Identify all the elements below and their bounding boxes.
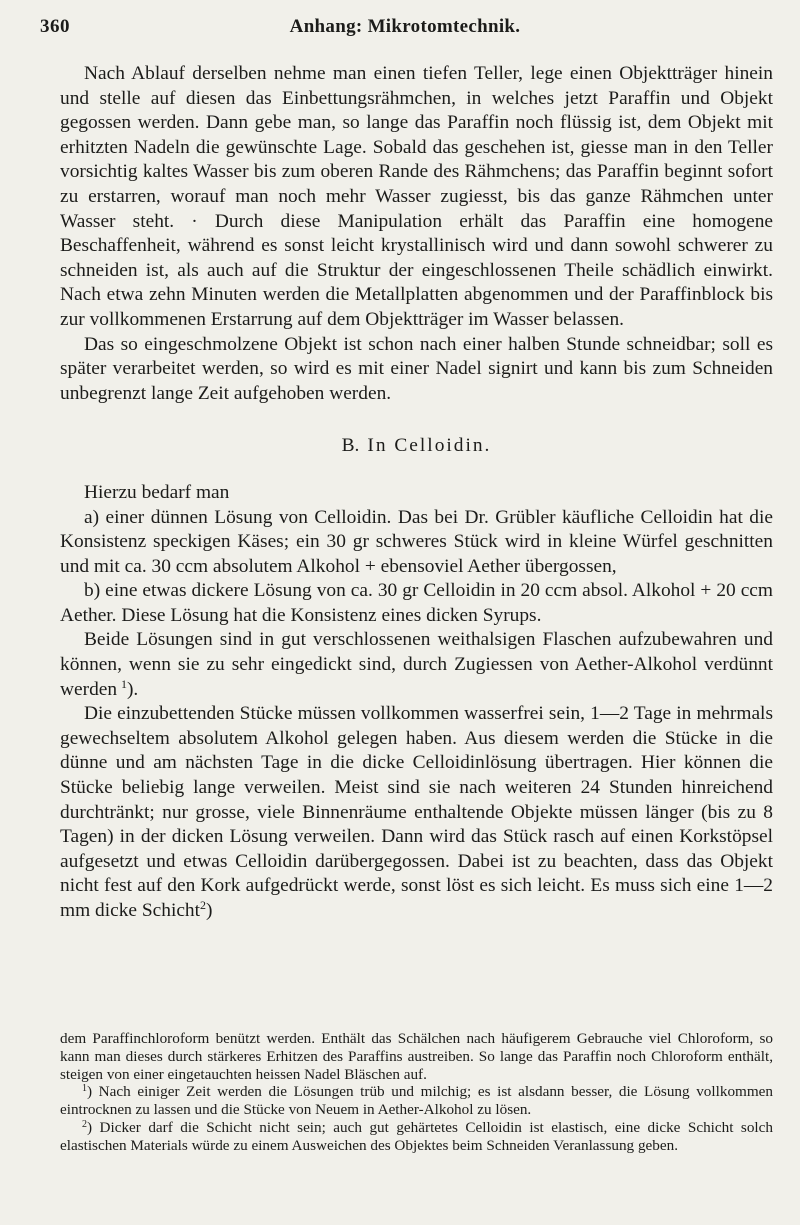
list-item-thick-solution: b) eine etwas dickere Lösung von ca. 30 gr Celloidin in 20 ccm absol. Alkohol + 20 ccm Aether. Diese Lösung hat die Konsistenz eines dicken Syrups. — [60, 580, 773, 626]
storage-text: Beide Lösungen sind in gut verschlossenen weithalsigen Flaschen aufzubewahren und können, wenn sie zu sehr eingedickt sind, durch Zugiessen von Aether-Alkohol verdünnt werden — [60, 629, 773, 700]
running-title: Anhang: Mikrotomtechnik. — [289, 16, 521, 37]
footnote-1 — [60, 1083, 773, 1119]
paragraph-embedding-procedure: Nach Ablauf derselben nehme man einen tiefen Teller, lege einen Objektträger hinein und stelle auf diesen das Einbettungsrähmchen, in welches jetzt Paraffin und Objekt gegossen werden. Dann gebe man, so lange das Paraffin noch flüssig ist, dem Objekt mit erhitzten Nadeln die gewünschte Lage. Sobald das geschehen ist, giesse man in den Teller vorsichtig kaltes Wasser bis zum oberen Rande des Rähmchens; das Paraffin beginnt sofort zu erstarren, worauf man noch mehr Wasser zugiesst, bis das ganze Rähmchen unter Wasser steht. · Durch diese Manipulation erhält das Paraffin eine homogene Beschaffenheit, während es sonst leicht krystallinisch wird und dann sowohl schwerer zu schneiden ist, als auch auf die Struktur der eingeschlossenen Theile schädlich einwirkt. Nach etwa zehn Minuten werden die Metallplatten abgenommen und der Paraffinblock bis zur vollkommenen Erstarrung auf dem Objektträger im Wasser belassen. — [60, 63, 773, 330]
footnote-ref-2: 2 — [200, 898, 207, 912]
list-item-thin-solution: a) einer dünnen Lösung von Celloidin. Das bei Dr. Grübler käufliche Celloidin hat die Konsistenz speckigen Käses; ein 30 gr schweres Stück wird in kleine Würfel geschnitten und mit ca. 30 ccm absolutem Alkohol + ebensoviel Aether übergossen, — [60, 506, 773, 577]
section-title: In Celloidin. — [367, 435, 492, 457]
paragraph-embedding-steps — [60, 702, 773, 923]
main-text — [60, 62, 773, 924]
footnote-1-mark: 1 — [82, 1083, 87, 1095]
page-number: 360 — [40, 16, 70, 37]
footnotes — [60, 1030, 773, 1155]
footnote-ref-1: 1 — [120, 676, 127, 691]
footnote-1-text: ) Nach einiger Zeit werden die Lösungen trüb und milchig; es ist alsdann besser, die Lösung vollkommen eintrocknen zu lassen und die Stücke von Neuem in Aether-Alkohol zu lösen. — [60, 1083, 773, 1119]
footnote-2 — [60, 1119, 773, 1155]
footnote-continuation: dem Paraffinchloroform benützt werden. Enthält das Schälchen nach häufigerem Gebrauche viel Chloroform, so kann man dieses durch stärkeres Erhitzen des Paraffins austreiben. So lange das Paraffin noch Chloroform enthält, steigen von einer eingetauchten heissen Nadel Bläschen auf. — [60, 1030, 773, 1083]
section-letter: B. — [341, 435, 360, 457]
paragraph-storage — [60, 628, 773, 702]
paragraph-cutting-readiness: Das so eingeschmolzene Objekt ist schon nach einer halben Stunde schneidbar; soll es später verarbeitet werden, so wird es mit einer Nadel signirt und kann bis zum Schneiden unbegrenzt lange Zeit aufgehoben werden. — [60, 333, 773, 404]
paragraph-requirements-intro: Hierzu bedarf man — [84, 481, 230, 503]
footnote-2-mark: 2 — [82, 1118, 87, 1130]
steps-text-end: ) — [206, 900, 213, 921]
steps-text: Die einzubettenden Stücke müssen vollkommen wasserfrei sein, 1—2 Tage in mehrmals gewechseltem absolutem Alkohol gelegen haben. Aus diesem werden die Stücke in die dünne und am nächsten Tage in die dicke Celloidinlösung übertragen. Hier können die Stücke beliebig lange verweilen. Meist sind sie nach weiteren 24 Stunden hinreichend durchtränkt; nur grosse, viele Binnenräume enthaltende Objekte müssen länger (bis zu 8 Tagen) in der dicken Lösung verweilen. Dann wird das Stück rasch auf einen Korkstöpsel aufgesetzt und etwas Celloidin darübergegossen. Dabei ist zu beachten, dass das Objekt nicht fest auf den Kork aufgedrückt werde, sonst löst es sich leicht. Es muss sich eine 1—2 mm dicke Schicht — [60, 703, 773, 921]
section-heading — [60, 434, 773, 459]
footnote-2-text: ) Dicker darf die Schicht nicht sein; auch gut gehärtetes Celloidin ist elastisch, eine dicke Schicht solch elastischen Materials würde zu einem Ausweichen des Objektes beim Schneiden Veranlassung geben. — [60, 1118, 773, 1154]
page-header — [40, 8, 770, 48]
storage-text-end: ). — [126, 678, 139, 700]
